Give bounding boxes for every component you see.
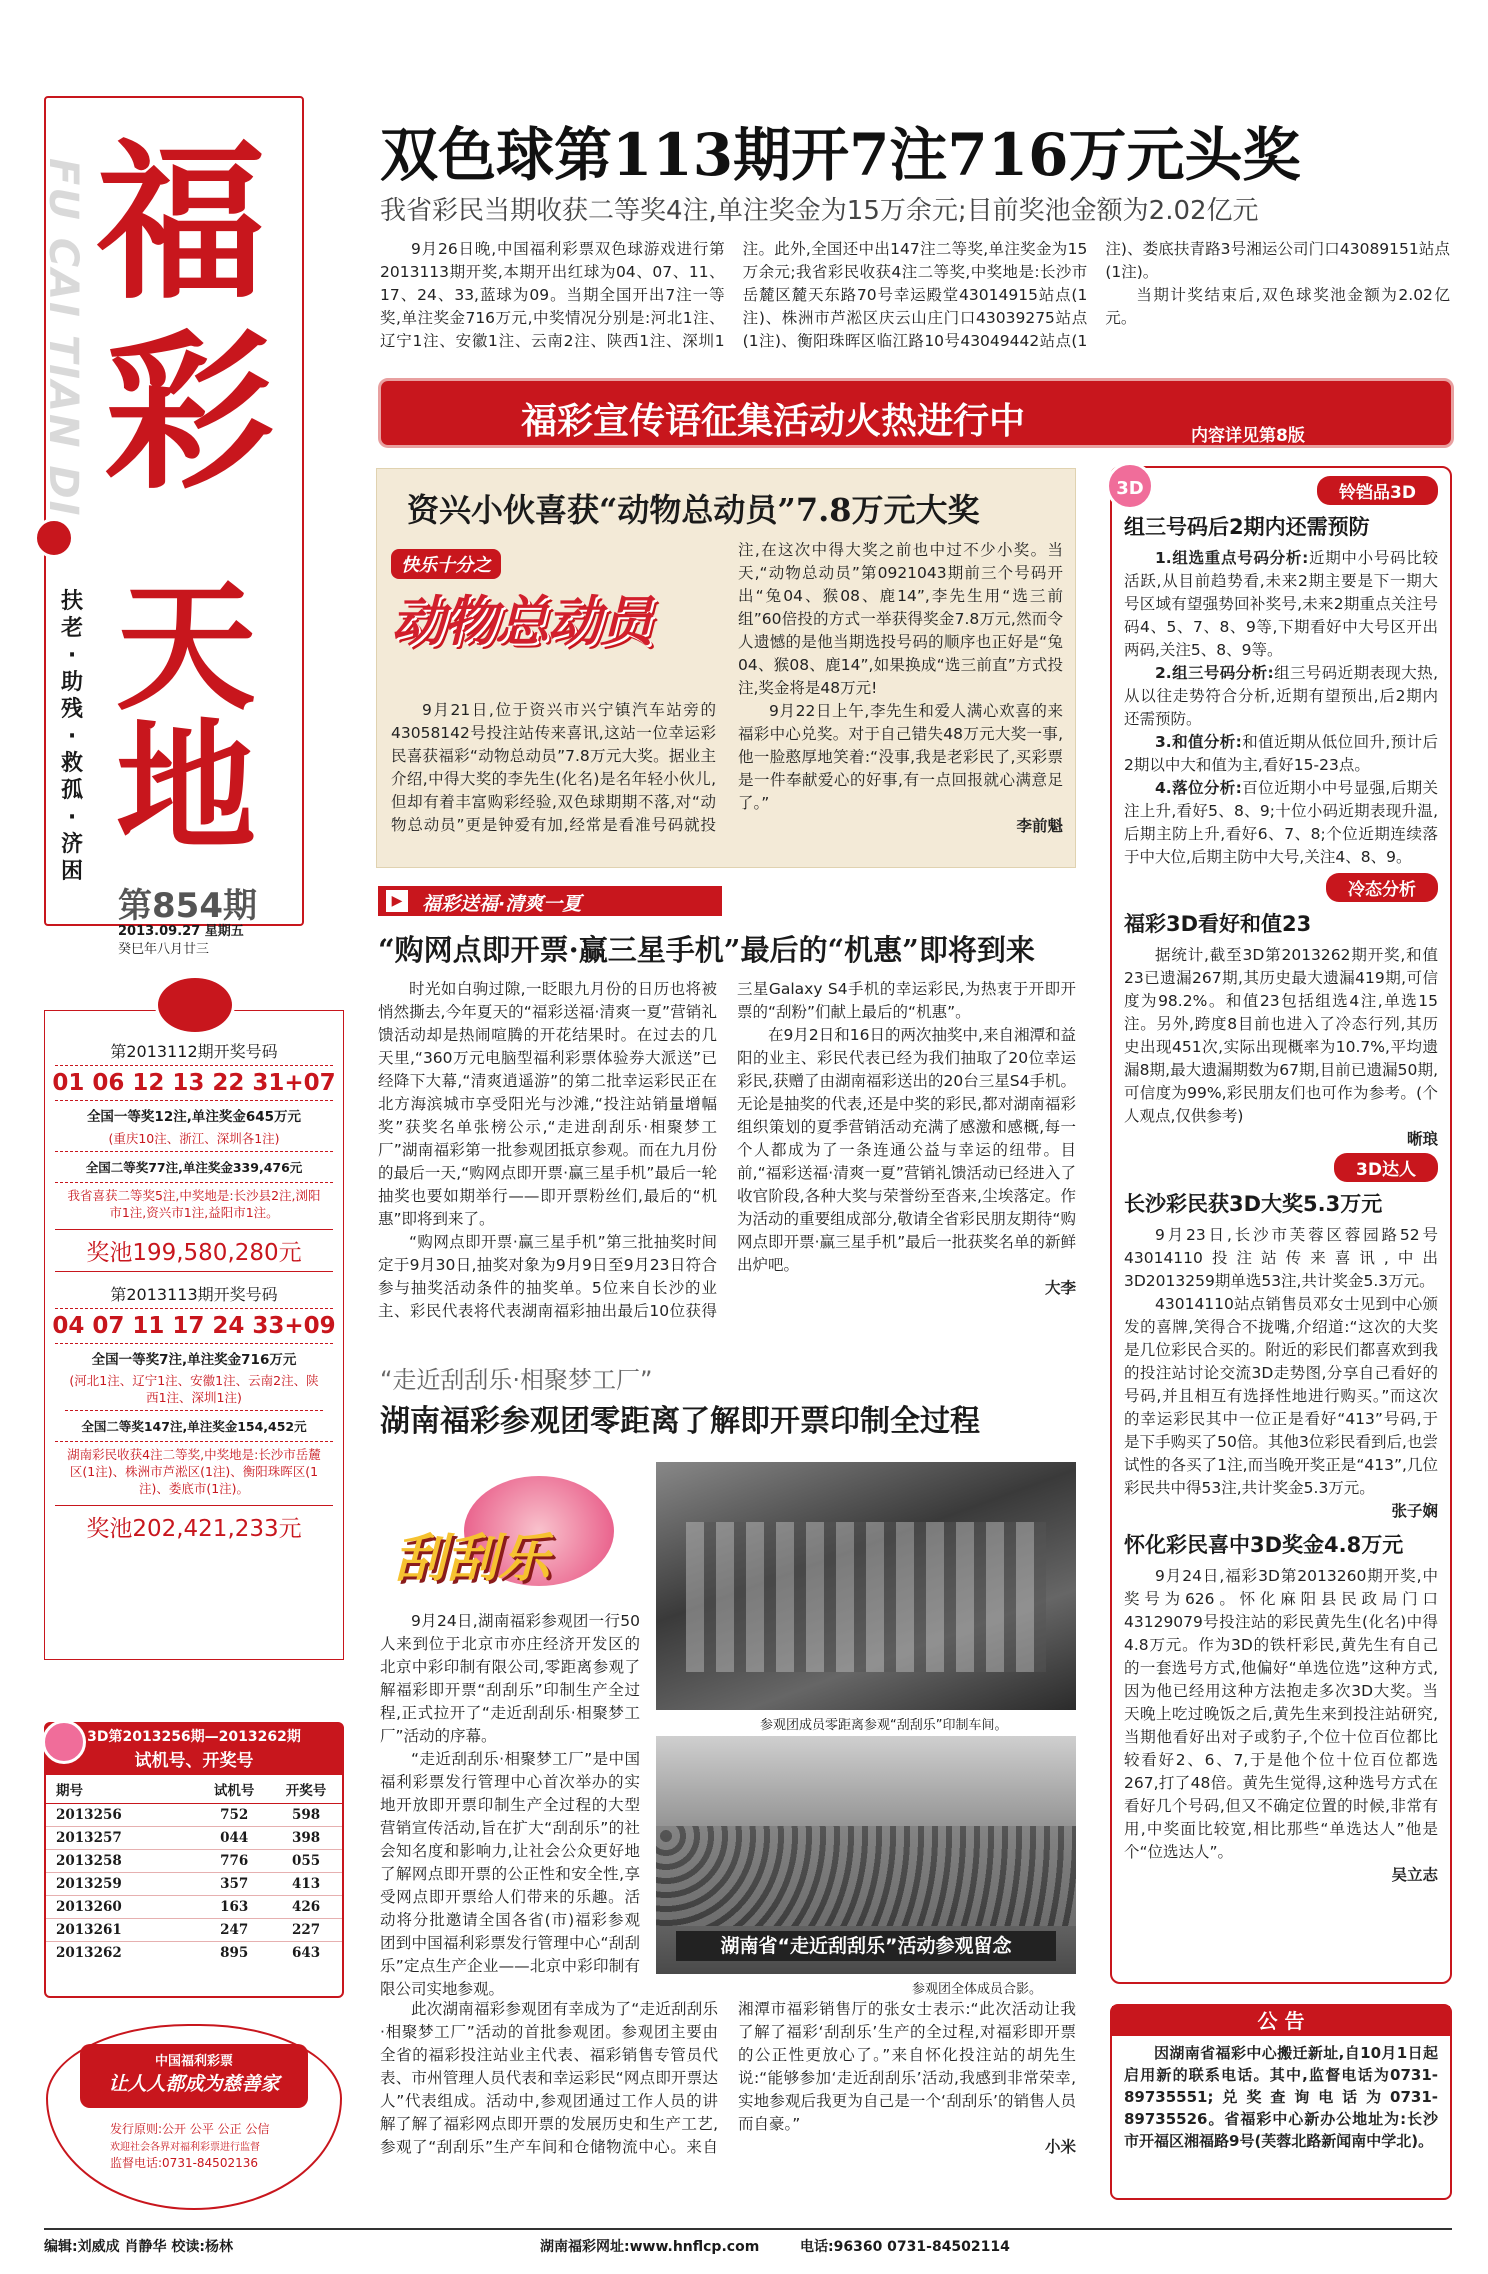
footer-site[interactable]: 湖南福彩网址:www.hnflcp.com (540, 2239, 760, 2255)
s3-title: 长沙彩民获3D大奖5.3万元 (1124, 1192, 1383, 1216)
d1-numbers: 01 06 12 13 22 31+07 (52, 1070, 336, 1096)
s1-body: 1.组选重点号码分析:近期中小号码比较活跃,从目前趋势看,未来2期主要是下一期大号区域有望强势回补奖号,未来2期重点关注号码4、5、7、8、9等,下期看好中大号区开出两码,关注5、8、9等。 2.组三号码分析:组三号码近期表现大热,从以往走势符合分析,近期有望预出,后2期内还需预防。 3.和值分析:和值近期从低位回升,预计后2期以中大和值为主,看好15-23点。 4.落位分析:百位近期小中号显强,后期关注上升,看好5、8、9;十位小码近期表现升温,后期主防上升,看好6、7、8;个位近期连续落于中大位,后期主防中大号,关注4、8、9。 (1124, 549, 1438, 866)
footer-rule (44, 2228, 1452, 2230)
photo-workshop-caption: 参观团成员零距离参观“刮刮乐”印制车间。 (760, 1718, 1008, 1733)
table-row: 2013260 163 426 (46, 1896, 342, 1919)
issue-lunar: 癸巳年八月廿三 (118, 942, 210, 957)
d2-title: 第2013113期开奖号码 (55, 1276, 333, 1309)
d1-first: 全国一等奖12注,单注奖金645万元 (55, 1100, 333, 1129)
campaign-banner[interactable] (378, 378, 1454, 448)
s2-title: 福彩3D看好和值23 (1124, 912, 1312, 936)
d1-local: 我省喜获二等奖5注,中奖地是:长沙县2注,浏阳市1注,资兴市1注,益阳市1注。 (67, 1188, 321, 1220)
d1-first-detail: (重庆10注、浙江、深圳各1注) (55, 1129, 333, 1152)
footer-tel: 电话:96360 0731-84502114 (800, 2239, 1010, 2255)
table-row: 2013257 044 398 (46, 1827, 342, 1850)
masthead-char-tian: 天 (116, 566, 257, 730)
footer-editors: 编辑:刘威成 肖静华 校读:杨林 (44, 2239, 233, 2255)
article-factory-body-bottom: 此次湖南福彩参观团有幸成为了“走近刮刮乐·相聚梦工厂”活动的首批参观团。参观团主要由全省的福彩投注站业主代表、福彩销售专管员代表、市州管理人员代表和幸运彩民“网点即开票达人”代表组成。活动中,参观团通过工作人员的讲解了解了福彩网点即开票的发展历史和生产工艺,参观了“刮刮乐”生产车间和仓储物流中心。来自湘潭市福彩销售厅的张女士表示:“此次活动让我了解了福彩‘刮刮乐’生产的全过程,对福彩即开票的公正性更放心了。”来自怀化投注站的胡先生说:“能够参加‘走近刮刮乐’活动,我感到非常荣幸,实地参观后我更为自己是一个‘刮刮乐’的销售人员而自豪。” 小米 (380, 2000, 1076, 2156)
notice-box (1110, 2004, 1452, 2200)
headline-title: 双色球第113期开7注716万元头奖 (380, 121, 1301, 189)
photo-group (656, 1736, 1076, 1974)
issue-date: 2013.09.27 星期五 (118, 924, 244, 939)
masthead-char-cai: 彩 (104, 313, 275, 513)
banner-note: 内容详见第8版 (1191, 426, 1305, 446)
banner-text: 福彩宣传语征集活动火热进行中 (521, 401, 1026, 442)
table-row: 2013256 752 598 (46, 1804, 342, 1827)
table-row: 2013258 776 055 (46, 1850, 342, 1873)
d2-numbers: 04 07 11 17 24 33+09 (52, 1313, 336, 1339)
s1-title: 组三号码后2期内还需预防 (1124, 515, 1370, 539)
table-3d-title1: 3D第2013256期—2013262期 (87, 1729, 301, 1745)
photo-workshop (656, 1462, 1076, 1710)
headline-body: 9月26日晚,中国福利彩票双色球游戏进行第2013113期开奖,本期开出红球为04、07、11、17、24、33,蓝球为09。当期全国开出7注一等奖,单注奖金716万元,中奖情况分别是:河北1注、辽宁1注、安徽1注、云南2注、陕西1注、深圳1注。此外,全国还中出147注二等奖,单注奖金为15万余元;我省彩民收获4注二等奖,中奖地是:长沙市岳麓区麓天东路70号幸运殿堂43014915站点(1注)、株洲市芦淞区庆云山庄门口43039275站点(1注)、衡阳珠晖区临江路10号43049442站点(1注)、娄底扶青路3号湘运公司门口43089151站点(1注)。 当期计奖结束后,双色球奖池金额为2.02亿元。 (380, 240, 1450, 350)
pill-lingdang: 铃铛品3D (1317, 476, 1438, 505)
masthead-char-di: 地 (116, 706, 257, 870)
draw-results-box (44, 1010, 344, 1660)
article-factory-title: 湖南福彩参观团零距离了解即开票印制全过程 (380, 1404, 980, 1439)
article-factory-kicker: “走近刮刮乐·相聚梦工厂” (380, 1366, 653, 1394)
d1-second: 全国二等奖77注,单注奖金339,476元 (55, 1152, 333, 1183)
d2-second: 全国二等奖147注,单注奖金154,452元 (55, 1411, 333, 1442)
d1-title: 第2013112期开奖号码 (55, 1039, 333, 1066)
pill-lengtai: 冷态分析 (1326, 873, 1438, 902)
s3-body: 9月23日,长沙市芙蓉区蓉园路52号43014110投注站传来喜讯,中出3D2013259期单选53注,共计奖金5.3万元。 43014110站点销售员邓女士见到中心颁发的喜牌,笑得合不拢嘴,介绍道:“这次的大奖是几位彩民合买的。附近的彩民们都喜欢到我的投注站讨论交流3D走势图,分享自己看好的号码,并且相互有选择性地进行购买。”而这次的幸运彩民其中一位正是看好“413”号码,于是下手购买了50倍。其他3位彩民看到后,也尝试性的各买了1注,而当晚开奖正是“413”,几位彩民共中得53注,共计奖金5.3万元。 张子娴 (1124, 1226, 1438, 1520)
article-phone-title: “购网点即开票·赢三星手机”最后的“机惠”即将到来 (378, 933, 1035, 967)
article-zixing-title: 资兴小伙喜获“动物总动员”7.8万元大奖 (407, 491, 980, 529)
article-phone-body: 时光如白驹过隙,一眨眼九月份的日历也将被悄然撕去,今年夏天的“福彩送福·清爽一夏”营销礼馈活动却是热闹喧腾的开花结果时。在过去的几天里,“360万元电脑型福利彩票体验券大派送”已经降下大幕,“清爽逍遥游”的第二批幸运彩民正在北方海滨城市享受阳光与沙滩,“投注站销量增幅奖”获奖名单张榜公示,“走进刮刮乐·相聚梦工厂”湖南福彩第一批参观团抵京参观。而在九月份的最后一天,“购网点即开票·赢三星手机”最后一轮抽奖也要如期举行——即开票粉丝们,最后的“机惠”即将到来了。 “购网点即开票·赢三星手机”第三批抽奖时间定于9月30日,抽奖对象为9月9日至9月23日符合参与抽奖活动条件的抽奖单。5位来自长沙的业主、彩民代表将代表湖南福彩抽出最后10位获得三星Galaxy S4手机的幸运彩民,为热衷于开即开票的“刮粉”们献上最后的“机惠”。 在9月2日和16日的两次抽奖中,来自湘潭和益阳的业主、彩民代表已经为我们抽取了20位幸运彩民,获赠了由湖南福彩送出的20台三星S4手机。无论是抽奖的代表,还是中奖的彩民,都对湖南福彩组织策划的夏季营销活动充满了感激和感概,每一个人都成为了一条连通公益与幸运的纽带。目前,“福彩送福·清爽一夏”营销礼馈活动已经进入了收官阶段,各种大奖与荣誉纷至沓来,尘埃落定。作为活动的重要组成部分,敬请全省彩民朋友期待“购网点即开票·赢三星手机”最后一批获奖名单的新鲜出炉吧。 大李 (378, 980, 1076, 1320)
article-zixing (376, 468, 1076, 868)
d2-first-detail: (河北1注、辽宁1注、安徽1注、云南2注、陕西1注、深圳1注) (65, 1372, 323, 1411)
guaguale-logo: 刮刮乐 (384, 1486, 634, 1596)
photo-group-banner: 湖南省“走近刮刮乐”活动参观留念 (676, 1931, 1056, 1961)
table-3d: 期号 试机号 开奖号 2013256 752 598 2013257 044 398 2013258 776 055 2013259 357 413 2013260 163 426 2013261 247 227 2013262 895 643 (46, 1775, 342, 1964)
masthead-char-fu: 福 (96, 123, 267, 323)
logo-3d-icon: 3D (1106, 462, 1154, 510)
dongwu-logo: 快乐十分之 动物总动员 (391, 549, 691, 669)
masthead-logo-icon (34, 518, 74, 558)
table-row: 2013261 247 227 (46, 1919, 342, 1942)
table-3d-icon (42, 1720, 86, 1764)
d2-pool: 奖池202,421,233元 (55, 1505, 333, 1547)
s2-body: 据统计,截至3D第2013262期开奖,和值23已遗漏267期,其历史最大遗漏419期,可信度为98.2%。和值23包括组选4注,单选15注。另外,跨度8目前也进入了冷态行列,其历史出现451次,实际出现概率为10.7%,平均遗漏8期,最大遗漏期数为67期,目前已遗漏50期,可信度为99%,彩民朋友们也可作为参考。(个人观点,仅供参考) 晰琅 (1124, 946, 1438, 1148)
table-3d-box (44, 1722, 344, 1998)
section-tag-fucai: ▶ 福彩送福·清爽一夏 (378, 886, 722, 916)
d2-local: 湖南彩民收获4注二等奖,中奖地是:长沙市岳麓区(1注)、株洲市芦淞区(1注)、衡阳珠晖区(1注)、娄底市(1注)。 (67, 1447, 321, 1496)
masthead (40, 96, 304, 926)
notice-text: 因湖南省福彩中心搬迁新址,自10月1日起启用新的联系电话。其中,监督电话为0731-89735551;兑奖查询电话为0731-89735526。省福彩中心新办公地址为:长沙市开福区湘福路9号(芙蓉北路新闻南中学北)。 (1124, 2044, 1438, 2150)
right-column (1110, 466, 1452, 1984)
issue-number: 第854期 (118, 886, 257, 926)
play-icon: ▶ (386, 890, 408, 912)
photo-group-caption: 参观团全体成员合影。 (912, 1982, 1043, 1997)
table-row: 2013259 357 413 (46, 1873, 342, 1896)
promo-banner: 中国福利彩票 让人人都成为慈善家 (80, 2044, 308, 2108)
s4-body: 9月24日,福彩3D第2013260期开奖,中奖号为626。怀化麻阳县民政局门口43129079号投注站的彩民黄先生(化名)中得4.8万元。作为3D的铁杆彩民,黄先生有自己的一套选号方式,他偏好“单选位选”这种方式,因为他已经用这种方法抱走多次3D大奖。当天晚上吃过晚饭之后,黄先生来到投注站研究,当期他看好出对子或豹子,个位十位百位都比较看好2、6、7,于是他个位十位百位都选267,打了48倍。黄先生觉得,这种选号方式在看好几个号码,但又不确定位置的时候,非常有用,中奖面比较宽,相比那些“单选达人”他是个“位选达人”。 吴立志 (1124, 1567, 1438, 1884)
d1-pool: 奖池199,580,280元 (55, 1229, 333, 1272)
masthead-pinyin: FU CAI TIAN DI (40, 158, 86, 518)
d2-first: 全国一等奖7注,单注奖金716万元 (55, 1343, 333, 1372)
promo-heart: 中国福利彩票 让人人都成为慈善家 发行原则:公开 公平 公正 公信 欢迎社会各界对福利彩票进行监督 监督电话:0731-84502136 (46, 2024, 342, 2210)
headline-subtitle: 我省彩民当期收获二等奖4注,单注奖金为15万余元;目前奖池金额为2.02亿元 (380, 196, 1259, 226)
masthead-slogan: 扶老 · 助残 · 救孤 · 济困 (60, 589, 83, 884)
s4-title: 怀化彩民喜中3D奖金4.8万元 (1124, 1533, 1404, 1557)
ssq-logo-icon (155, 975, 235, 1035)
notice-title: 公 告 (1112, 2006, 1450, 2036)
article-zixing-body: 9月21日,位于资兴市兴宁镇汽车站旁的43058142号投注站传来喜讯,这站一位幸运彩民喜获福彩“动物总动员”7.8万元大奖。据业主介绍,中得大奖的李先生(化名)是名年轻小伙儿,但却有着丰富购彩经验,双色球期期不落,对“动物总动员”更是钟爱有加,经常是看准号码就投注,在这次中得大奖之前也中过不少小奖。当天,“动物总动员”第0921043期前三个号码开出“兔04、猴08、鹿14”,李先生用“选三前组”60倍投的方式一举获得奖金7.8万元,然而令人遗憾的是他当期选投号码的顺序也正好是“兔04、猴08、鹿14”,如果换成“选三前直”方式投注,奖金将是48万元! 9月22日上午,李先生和爱人满心欢喜的来福彩中心兑奖。对于自己错失48万元大奖一事,他一脸憨厚地笑着:“没事,我是老彩民了,买彩票是一件奉献爱心的好事,有一点回报就心满意足了。” 李前魁 (391, 541, 1063, 835)
table-row: 2013262 895 643 (56, 1945, 321, 1961)
pill-daren: 3D达人 (1334, 1153, 1438, 1182)
table-3d-title2: 试机号、开奖号 (134, 1751, 254, 1771)
article-factory-body-left: 9月24日,湖南福彩参观团一行50人来到位于北京市亦庄经济开发区的北京中彩印制有限公司,零距离参观了解福彩即开票“刮刮乐”印制生产全过程,正式拉开了“走近刮刮乐·相聚梦工厂”活动的序幕。 “走近刮刮乐·相聚梦工厂”是中国福利彩票发行管理中心首次举办的实地开放即开票印制生产全过程的大型营销宣传活动,旨在扩大“刮刮乐”的社会知名度和影响力,让社会公众更好地了解网点即开票的公正性和安全性,享受网点即开票给人们带来的乐趣。活动将分批邀请全国各省(市)福彩参观团到中国福利彩票发行管理中心“刮刮乐”定点生产企业——北京中彩印制有限公司实地参观。 (380, 1612, 640, 1998)
